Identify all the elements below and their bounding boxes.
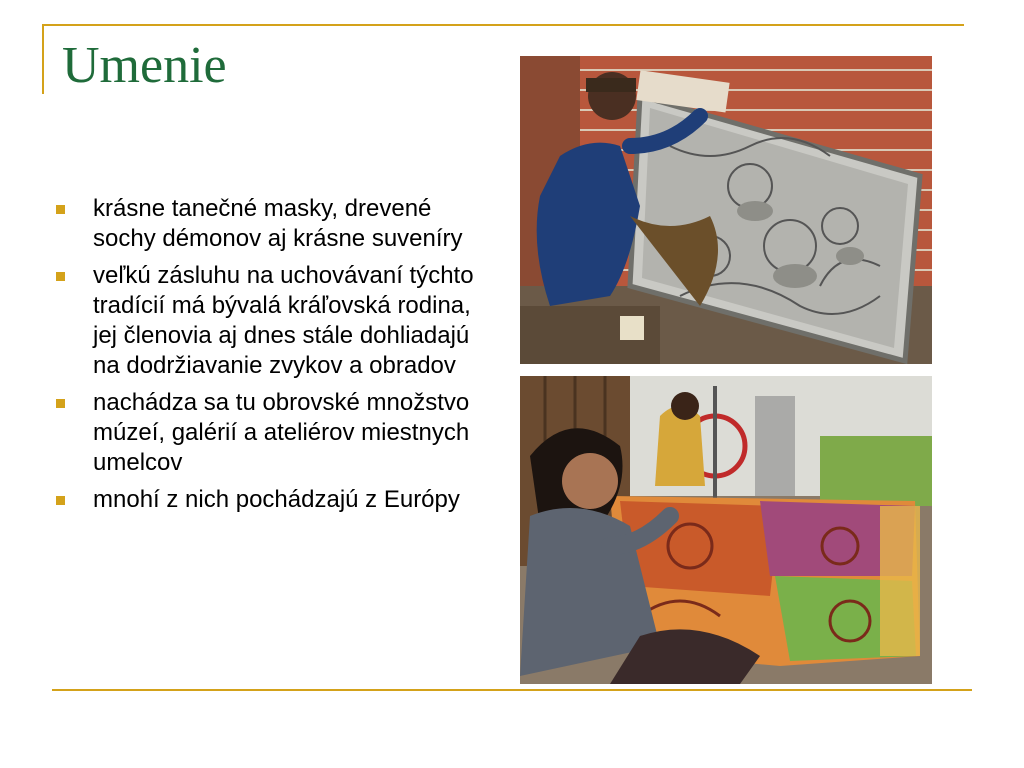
frame-left-rule: [42, 24, 44, 94]
bullet-square-icon: [56, 205, 65, 214]
bullet-text: mnohí z nich pochádzajú z Európy: [93, 486, 460, 513]
bullet-text: nachádza sa tu obrovské množstvo múzeí, galérií a ateliérov miestnych umelcov: [93, 389, 470, 476]
bullet-square-icon: [56, 272, 65, 281]
frame-top-rule: [42, 24, 964, 26]
bullet-item: [56, 261, 496, 381]
bullet-list: [56, 194, 496, 522]
bullet-item: [56, 388, 496, 478]
photo-batik-painters: [520, 376, 932, 684]
photo-painter-with-panel: [520, 56, 932, 364]
bullet-text: krásne tanečné masky, drevené sochy démonov aj krásne suveníry: [93, 195, 463, 252]
bullet-item: [56, 194, 496, 254]
bullet-square-icon: [56, 399, 65, 408]
bullet-square-icon: [56, 496, 65, 505]
frame-bottom-rule: [52, 689, 972, 691]
slide-title: Umenie: [62, 37, 227, 94]
bullet-text: veľkú zásluhu na uchovávaní týchto tradícií má bývalá kráľovská rodina, jej členovia aj dnes stále dohliadajú na dodržiavanie zvykov a obradov: [93, 262, 474, 379]
bullet-item: [56, 485, 496, 515]
